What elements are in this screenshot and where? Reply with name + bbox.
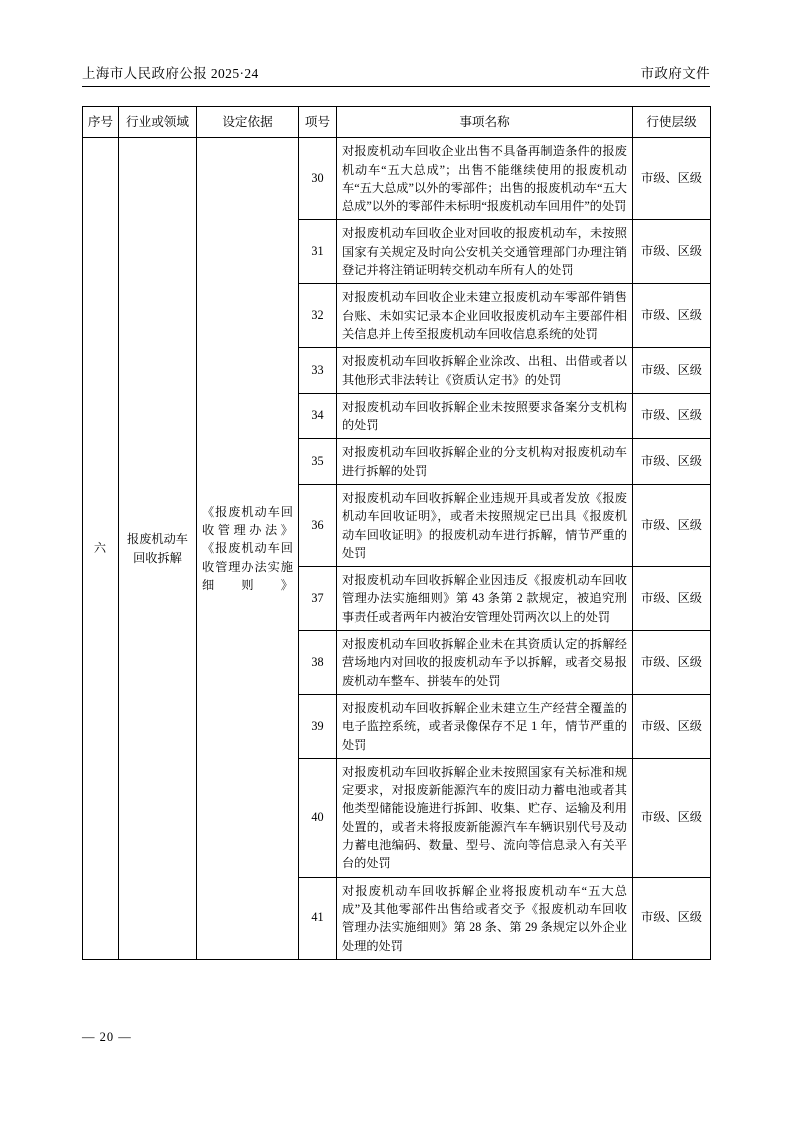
item-number: 36 xyxy=(299,485,337,567)
item-level: 市级、区级 xyxy=(633,220,711,284)
item-name: 对报废机动车回收企业出售不具备再制造条件的报废机动车“五大总成”；出售不能继续使用的报废机动车“五大总成”以外的零部件；出售的报废机动车“五大总成”以外的零部件未标明“报废机动车回用件”的处罚 xyxy=(337,138,633,220)
penalty-items-table xyxy=(82,106,711,960)
column-header-seq: 序号 xyxy=(83,107,119,138)
group-basis-cell: 《报废机动车回收管理办法》《报废机动车回收管理办法实施细则》 xyxy=(197,138,299,960)
item-number: 39 xyxy=(299,694,337,758)
column-header-field: 行业或领域 xyxy=(119,107,197,138)
item-level: 市级、区级 xyxy=(633,393,711,439)
item-name: 对报废机动车回收拆解企业未按照国家有关标准和规定要求，对报废新能源汽车的废旧动力蓄电池或者其他类型储能设施进行拆卸、收集、贮存、运输及利用处置的，或者未将报废新能源汽车车辆识别代号及动力蓄电池编码、数量、型号、流向等信息录入有关平台的处罚 xyxy=(337,758,633,877)
item-number: 31 xyxy=(299,220,337,284)
item-number: 37 xyxy=(299,567,337,631)
item-level: 市级、区级 xyxy=(633,631,711,695)
item-name: 对报废机动车回收拆解企业涂改、出租、出借或者以其他形式非法转让《资质认定书》的处罚 xyxy=(337,348,633,394)
item-name: 对报废机动车回收拆解企业因违反《报废机动车回收管理办法实施细则》第 43 条第 2 款规定，被追究刑事责任或者两年内被治安管理处罚两次以上的处罚 xyxy=(337,567,633,631)
header-divider xyxy=(82,86,710,87)
item-level: 市级、区级 xyxy=(633,284,711,348)
item-name: 对报废机动车回收拆解企业未建立生产经营全覆盖的电子监控系统，或者录像保存不足 1 年，情节严重的处罚 xyxy=(337,694,633,758)
item-number: 40 xyxy=(299,758,337,877)
item-name: 对报废机动车回收拆解企业的分支机构对报废机动车进行拆解的处罚 xyxy=(337,439,633,485)
item-level: 市级、区级 xyxy=(633,439,711,485)
column-header-name: 事项名称 xyxy=(337,107,633,138)
item-number: 34 xyxy=(299,393,337,439)
item-name: 对报废机动车回收拆解企业未在其资质认定的拆解经营场地内对回收的报废机动车予以拆解，或者交易报废机动车整车、拼装车的处罚 xyxy=(337,631,633,695)
item-level: 市级、区级 xyxy=(633,694,711,758)
item-level: 市级、区级 xyxy=(633,877,711,959)
item-number: 30 xyxy=(299,138,337,220)
item-name: 对报废机动车回收企业对回收的报废机动车，未按照国家有关规定及时向公安机关交通管理部门办理注销登记并将注销证明转交机动车所有人的处罚 xyxy=(337,220,633,284)
item-number: 41 xyxy=(299,877,337,959)
header-section-title: 市政府文件 xyxy=(640,66,710,81)
item-level: 市级、区级 xyxy=(633,485,711,567)
item-level: 市级、区级 xyxy=(633,758,711,877)
column-header-itemno: 项号 xyxy=(299,107,337,138)
page-footer: — 20 — xyxy=(82,1030,132,1044)
page-header xyxy=(82,62,710,82)
table-header-row xyxy=(83,107,711,138)
item-number: 32 xyxy=(299,284,337,348)
group-field-cell: 报废机动车回收拆解 xyxy=(119,138,197,960)
item-number: 38 xyxy=(299,631,337,695)
item-level: 市级、区级 xyxy=(633,138,711,220)
item-number: 35 xyxy=(299,439,337,485)
item-level: 市级、区级 xyxy=(633,348,711,394)
table-row xyxy=(83,138,711,220)
item-number: 33 xyxy=(299,348,337,394)
column-header-level: 行使层级 xyxy=(633,107,711,138)
column-header-basis: 设定依据 xyxy=(197,107,299,138)
item-level: 市级、区级 xyxy=(633,567,711,631)
item-name: 对报废机动车回收拆解企业违规开具或者发放《报废机动车回收证明》，或者未按照规定已出具《报废机动车回收证明》的报废机动车进行拆解，情节严重的处罚 xyxy=(337,485,633,567)
item-name: 对报废机动车回收企业未建立报废机动车零部件销售台账、未如实记录本企业回收报废机动车主要部件相关信息并上传至报废机动车回收信息系统的处罚 xyxy=(337,284,633,348)
item-name: 对报废机动车回收拆解企业将报废机动车“五大总成”及其他零部件出售给或者交予《报废机动车回收管理办法实施细则》第 28 条、第 29 条规定以外企业处理的处罚 xyxy=(337,877,633,959)
header-publication-title: 上海市人民政府公报 2025·24 xyxy=(82,66,259,81)
group-seq-cell: 六 xyxy=(83,138,119,960)
item-name: 对报废机动车回收拆解企业未按照要求备案分支机构的处罚 xyxy=(337,393,633,439)
